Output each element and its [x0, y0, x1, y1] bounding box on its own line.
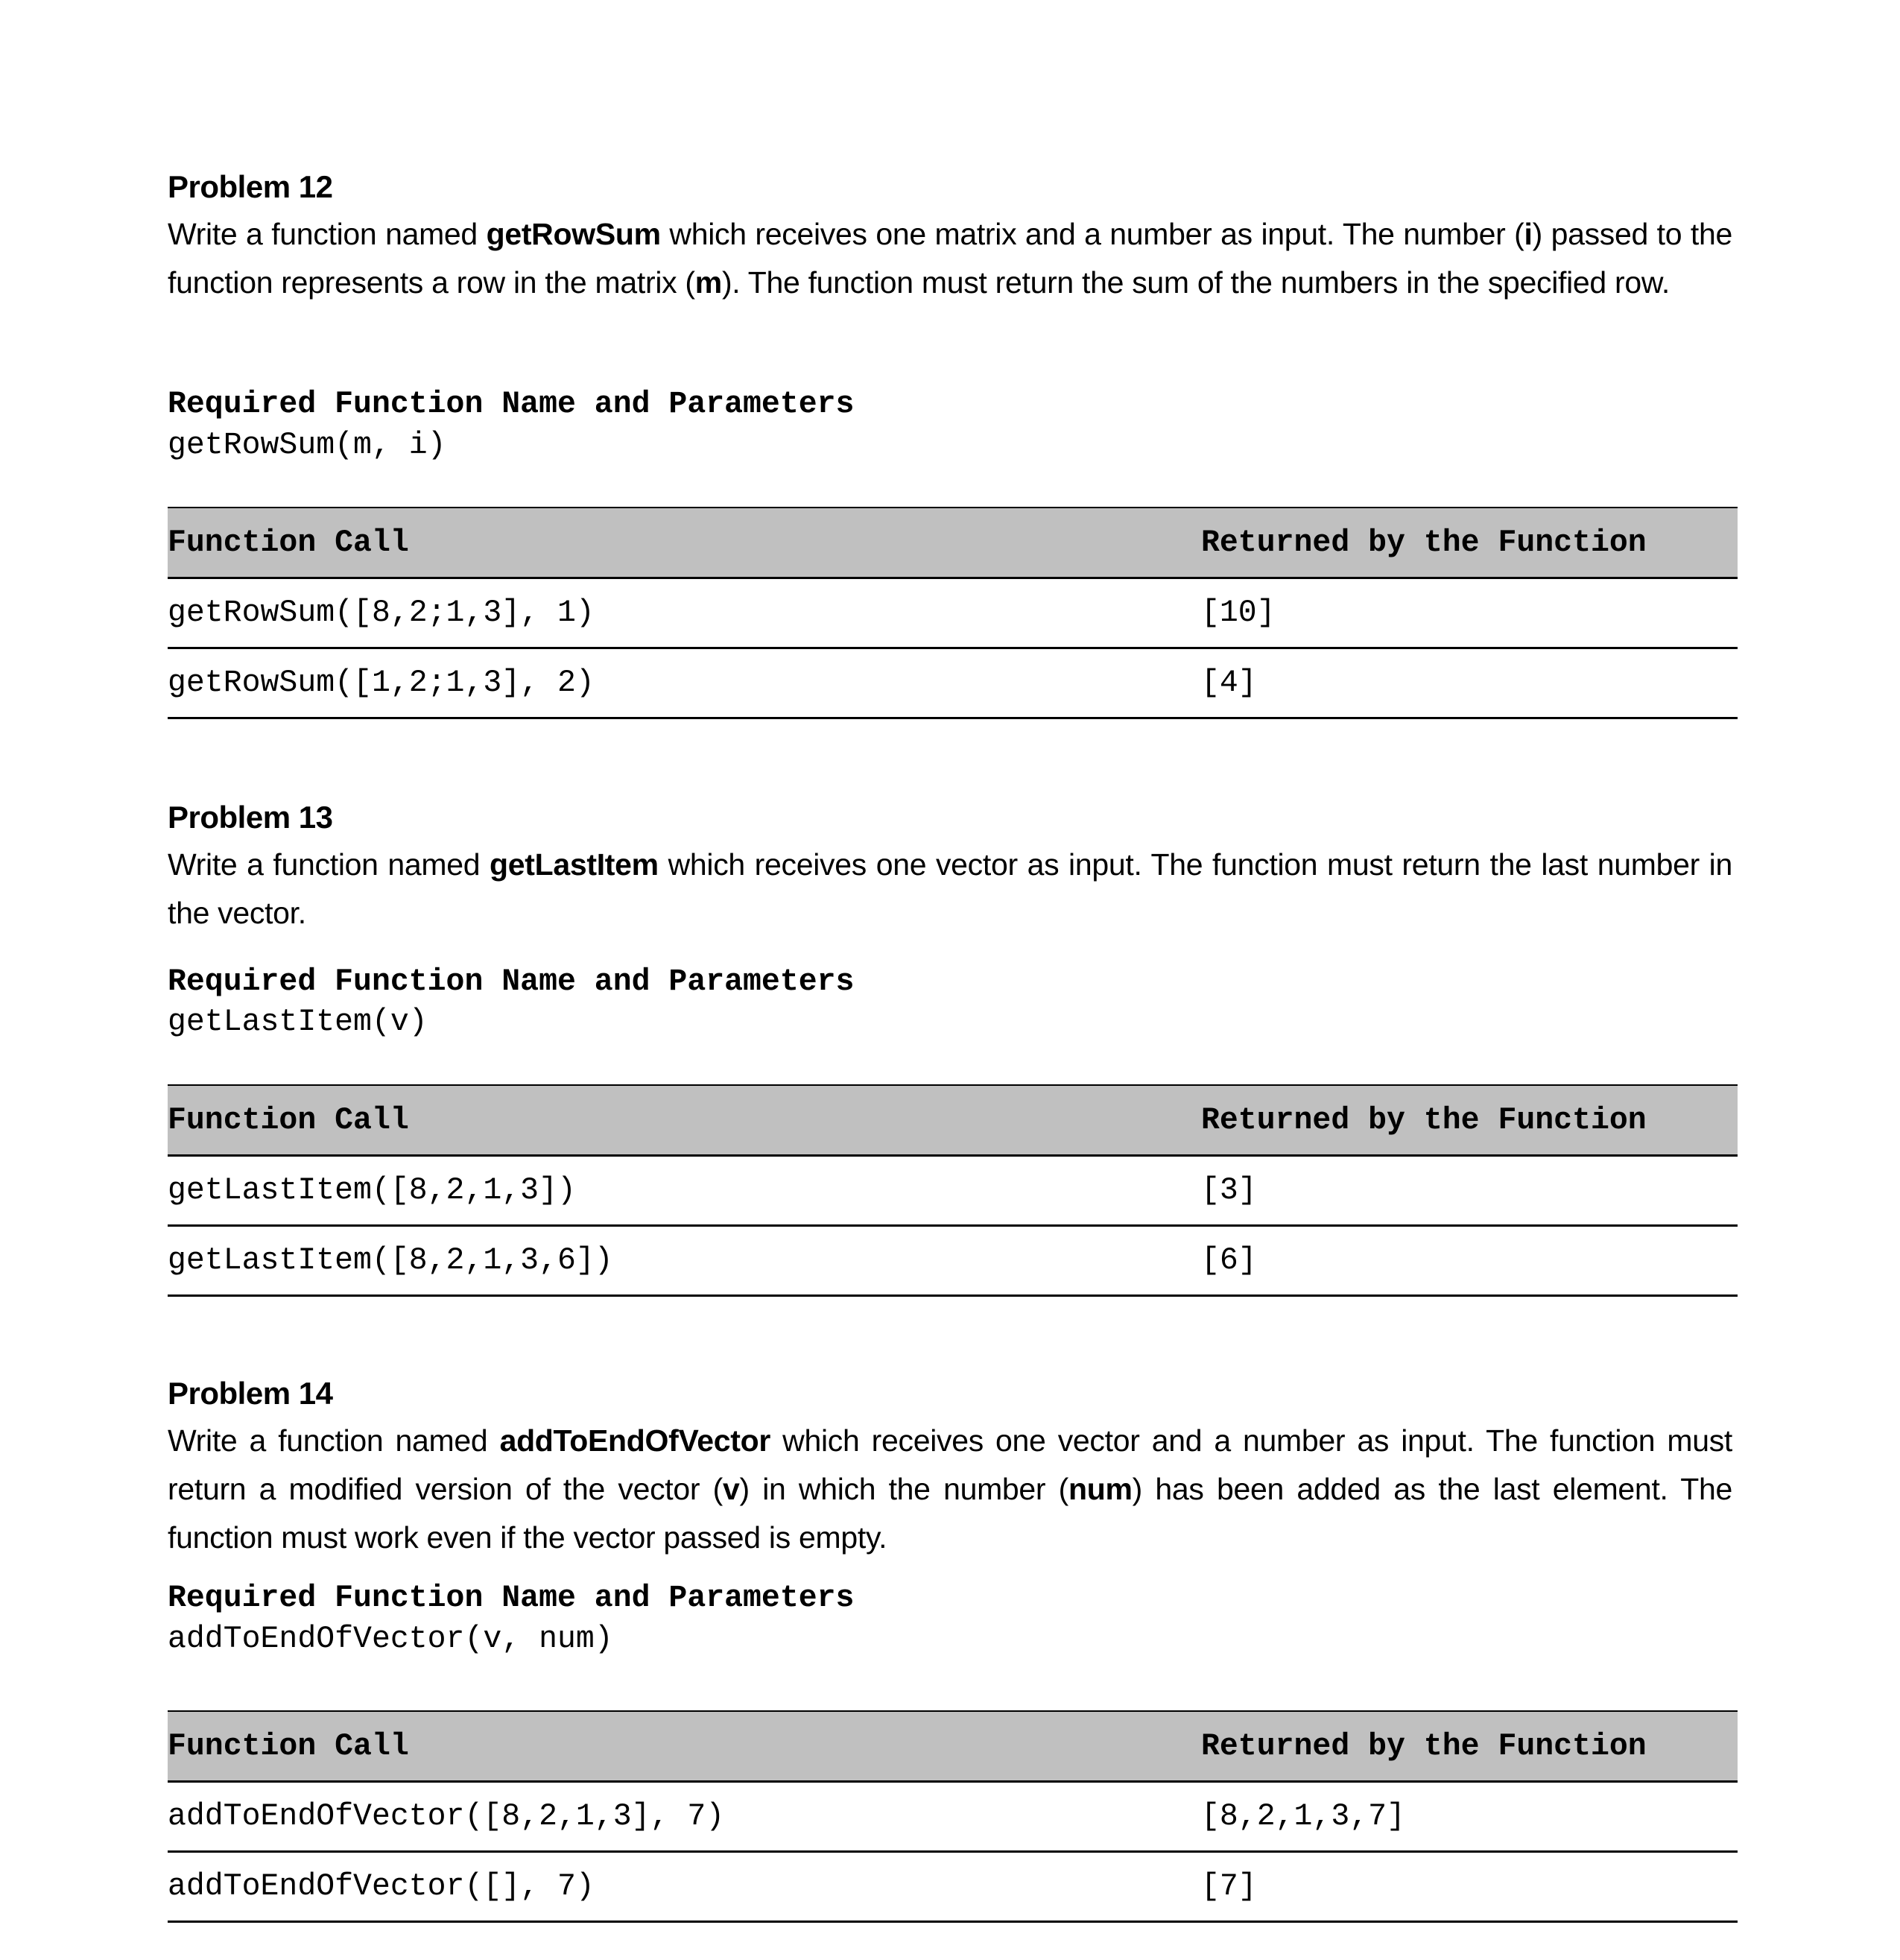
header-returned: Returned by the Function: [1200, 1711, 1738, 1782]
problem-heading: Problem 14: [168, 1376, 333, 1411]
header-function-call: Function Call: [168, 508, 1200, 578]
function-signature: getLastItem(v): [168, 1005, 428, 1040]
param-name: v: [722, 1472, 740, 1506]
function-call-table: [168, 1084, 1738, 1297]
function-call-table: [168, 507, 1738, 719]
table-row: [168, 1226, 1738, 1296]
problem-heading: Problem 12: [168, 169, 333, 204]
problem-heading: Problem 13: [168, 800, 333, 835]
table-row: [168, 1782, 1738, 1852]
header-function-call: Function Call: [168, 1085, 1200, 1156]
required-label: Required Function Name and Parameters: [168, 964, 855, 999]
table-row: [168, 648, 1738, 718]
required-label: Required Function Name and Parameters: [168, 1581, 855, 1616]
required-label: Required Function Name and Parameters: [168, 387, 855, 422]
header-function-call: Function Call: [168, 1711, 1200, 1782]
function-signature: addToEndOfVector(v, num): [168, 1622, 613, 1657]
problem-description: Write a function named addToEndOfVector which receives one vector and a number as input. The function must return a modified version of the vector (v) in which the number (num) has been added as the last element. The function must work even if the vector passed is empty.: [168, 1423, 1733, 1555]
function-name: addToEndOfVector: [499, 1423, 771, 1458]
header-returned: Returned by the Function: [1200, 508, 1738, 578]
returned-value-cell: [7]: [1200, 1852, 1738, 1922]
table-row: [168, 1156, 1738, 1226]
function-signature: getRowSum(m, i): [168, 428, 446, 463]
function-call-cell: getRowSum([1,2;1,3], 2): [168, 648, 1200, 718]
function-call-cell: addToEndOfVector([8,2,1,3], 7): [168, 1782, 1200, 1852]
param-name: i: [1524, 217, 1533, 251]
table-header-row: [168, 1085, 1738, 1156]
table-row: [168, 578, 1738, 648]
param-name: num: [1068, 1472, 1133, 1506]
table-row: [168, 1852, 1738, 1922]
returned-value-cell: [4]: [1200, 648, 1738, 718]
function-call-cell: getLastItem([8,2,1,3,6]): [168, 1226, 1200, 1296]
problem-description: Write a function named getRowSum which receives one matrix and a number as input. The number (i) passed to the function represents a row in the matrix (m). The function must return the sum of the numbers in the specified row.: [168, 217, 1732, 300]
returned-value-cell: [8,2,1,3,7]: [1200, 1782, 1738, 1852]
function-call-table: [168, 1710, 1738, 1923]
function-call-cell: getLastItem([8,2,1,3]): [168, 1156, 1200, 1226]
returned-value-cell: [10]: [1200, 578, 1738, 648]
function-call-cell: getRowSum([8,2;1,3], 1): [168, 578, 1200, 648]
function-name: getLastItem: [490, 847, 659, 882]
returned-value-cell: [6]: [1200, 1226, 1738, 1296]
param-name: m: [694, 265, 722, 300]
returned-value-cell: [3]: [1200, 1156, 1738, 1226]
table-header-row: [168, 1711, 1738, 1782]
function-call-cell: addToEndOfVector([], 7): [168, 1852, 1200, 1922]
table-header-row: [168, 508, 1738, 578]
problem-description: Write a function named getLastItem which receives one vector as input. The function must return the last number in the vector.: [168, 847, 1732, 930]
header-returned: Returned by the Function: [1200, 1085, 1738, 1156]
function-name: getRowSum: [486, 217, 661, 251]
